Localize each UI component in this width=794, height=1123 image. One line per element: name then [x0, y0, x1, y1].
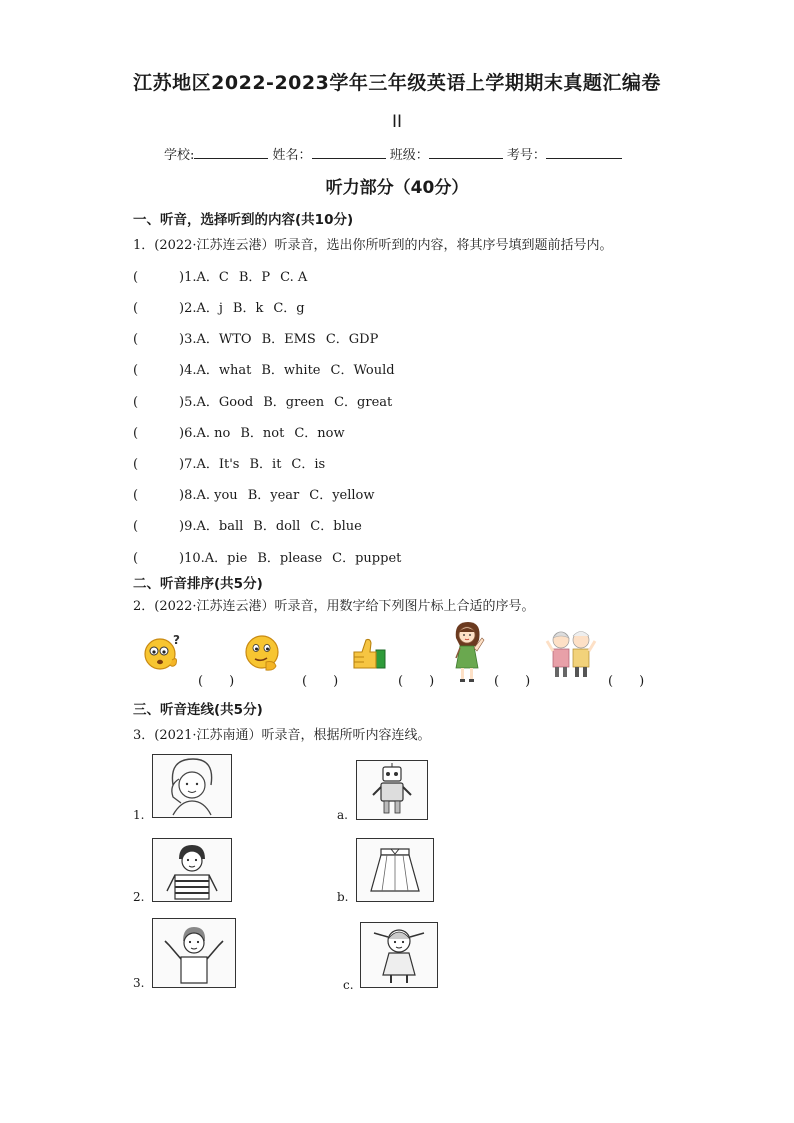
question-number: )1.: [179, 270, 197, 285]
question-row: [133, 422, 355, 441]
section2-instruction: 2．(2022·江苏连云港）听录音，用数字给下列图片标上合适的序号。: [133, 599, 535, 614]
answer-paren[interactable]: (: [133, 270, 139, 285]
question-option: B．year: [247, 488, 300, 503]
doll-icon: [361, 923, 437, 987]
picture-row: [140, 628, 660, 692]
answer-paren[interactable]: (: [133, 457, 139, 472]
question-option: B．please: [257, 551, 323, 566]
answer-blank-5[interactable]: ( ): [608, 674, 645, 689]
answer-paren[interactable]: (: [133, 551, 139, 566]
question-option: B．green: [263, 395, 325, 410]
question-number: )2.: [179, 301, 197, 316]
question-option: A．pie: [204, 551, 248, 566]
grandparents-icon: [544, 624, 598, 680]
match-left-image-2[interactable]: [152, 838, 232, 902]
match-left-label-2: 2.: [133, 890, 145, 904]
question-row: [133, 391, 402, 410]
question-option: C．is: [291, 457, 326, 472]
question-option: C．yellow: [309, 488, 375, 503]
answer-paren[interactable]: (: [133, 426, 139, 441]
question-option: C．Would: [330, 363, 395, 378]
question-number: )4.: [179, 363, 197, 378]
question-number: )3.: [179, 332, 197, 347]
part-title: 听力部分（40分）: [325, 178, 469, 198]
question-row: [133, 453, 335, 472]
question-option: B．it: [249, 457, 282, 472]
match-left-label-3: 3.: [133, 976, 145, 990]
answer-blank-2[interactable]: ( ): [302, 674, 339, 689]
school-field[interactable]: [194, 146, 268, 159]
question-number: )10.: [179, 551, 205, 566]
question-option: A．Good: [196, 395, 254, 410]
class-field[interactable]: [429, 146, 503, 159]
robot-icon: [357, 761, 427, 819]
question-option: C．g: [273, 301, 305, 316]
name-label: 姓名：: [272, 148, 312, 163]
question-row: [133, 515, 372, 534]
question-option: C．great: [334, 395, 393, 410]
match-right-image-c[interactable]: [360, 922, 438, 988]
question-option: B．EMS: [261, 332, 316, 347]
question-option: C．puppet: [332, 551, 402, 566]
answer-paren[interactable]: (: [133, 332, 139, 347]
question-option: B．white: [261, 363, 321, 378]
boy-raising-hand-icon: [153, 919, 235, 987]
skirt-icon: [357, 839, 433, 901]
page-title: 江苏地区2022-2023学年三年级英语上学期期末真题汇编卷: [133, 72, 661, 94]
girl-waving-icon: [446, 618, 490, 684]
svg-text:?: ?: [173, 633, 180, 647]
question-option: A. you: [196, 488, 238, 503]
question-option: A．what: [196, 363, 252, 378]
exam-number-label: 考号：: [506, 148, 546, 163]
question-option: A．j: [196, 301, 223, 316]
class-label: 班级：: [389, 148, 429, 163]
question-option: C. A: [280, 270, 308, 285]
question-option: A．C: [196, 270, 229, 285]
question-option: B．P: [238, 270, 271, 285]
section1-instruction: 1．(2022·江苏连云港）听录音，选出你所听到的内容，将其序号填到题前括号内。: [133, 238, 613, 253]
match-right-label-b: b.: [337, 890, 349, 904]
match-right-image-b[interactable]: [356, 838, 434, 902]
question-number: )9.: [179, 519, 197, 534]
answer-paren[interactable]: (: [133, 395, 139, 410]
answer-paren[interactable]: (: [133, 519, 139, 534]
question-number: )6.: [179, 426, 197, 441]
name-field[interactable]: [312, 146, 386, 159]
question-row: [133, 547, 411, 566]
match-left-label-1: 1.: [133, 808, 145, 822]
question-option: A．ball: [196, 519, 244, 534]
girl-touching-head-icon: [153, 755, 231, 817]
question-row: [133, 328, 388, 347]
answer-paren[interactable]: (: [133, 363, 139, 378]
question-row: [133, 484, 385, 503]
question-option: B．doll: [253, 519, 301, 534]
section3-instruction: 3．(2021·江苏南通）听录音，根据所听内容连线。: [133, 728, 431, 743]
question-row: [133, 266, 317, 285]
page-subtitle: II: [391, 112, 403, 132]
answer-blank-4[interactable]: ( ): [494, 674, 531, 689]
answer-blank-1[interactable]: ( ): [198, 674, 235, 689]
answer-paren[interactable]: (: [133, 488, 139, 503]
match-left-image-1[interactable]: [152, 754, 232, 818]
question-number: )5.: [179, 395, 197, 410]
question-option: B．not: [240, 426, 285, 441]
section3-heading: 三、听音连线(共5分): [133, 702, 263, 718]
answer-paren[interactable]: (: [133, 301, 139, 316]
match-right-label-c: c.: [343, 978, 354, 992]
match-right-image-a[interactable]: [356, 760, 428, 820]
exam-number-field[interactable]: [546, 146, 622, 159]
student-info-fields: [164, 144, 622, 163]
thinking-emoji-icon: [240, 632, 284, 672]
question-row: [133, 297, 315, 316]
question-row: [133, 359, 405, 378]
question-option: C．GDP: [325, 332, 379, 347]
section2-heading: 二、听音排序(共5分): [133, 576, 263, 592]
question-option: A．It's: [196, 457, 240, 472]
match-right-label-a: a.: [337, 808, 348, 822]
boy-striped-shirt-icon: [153, 839, 231, 901]
thumbs-up-icon: [348, 636, 388, 672]
match-left-image-3[interactable]: [152, 918, 236, 988]
question-option: C．now: [294, 426, 345, 441]
question-number: )8.: [179, 488, 197, 503]
question-option: A．WTO: [196, 332, 252, 347]
question-number: )7.: [179, 457, 197, 472]
question-option: A. no: [196, 426, 231, 441]
school-label: 学校:: [164, 148, 195, 163]
section1-heading: 一、听音，选择听到的内容(共10分): [133, 212, 354, 228]
confused-emoji-icon: [142, 632, 186, 672]
answer-blank-3[interactable]: ( ): [398, 674, 435, 689]
question-option: C．blue: [310, 519, 362, 534]
question-option: B．k: [232, 301, 264, 316]
